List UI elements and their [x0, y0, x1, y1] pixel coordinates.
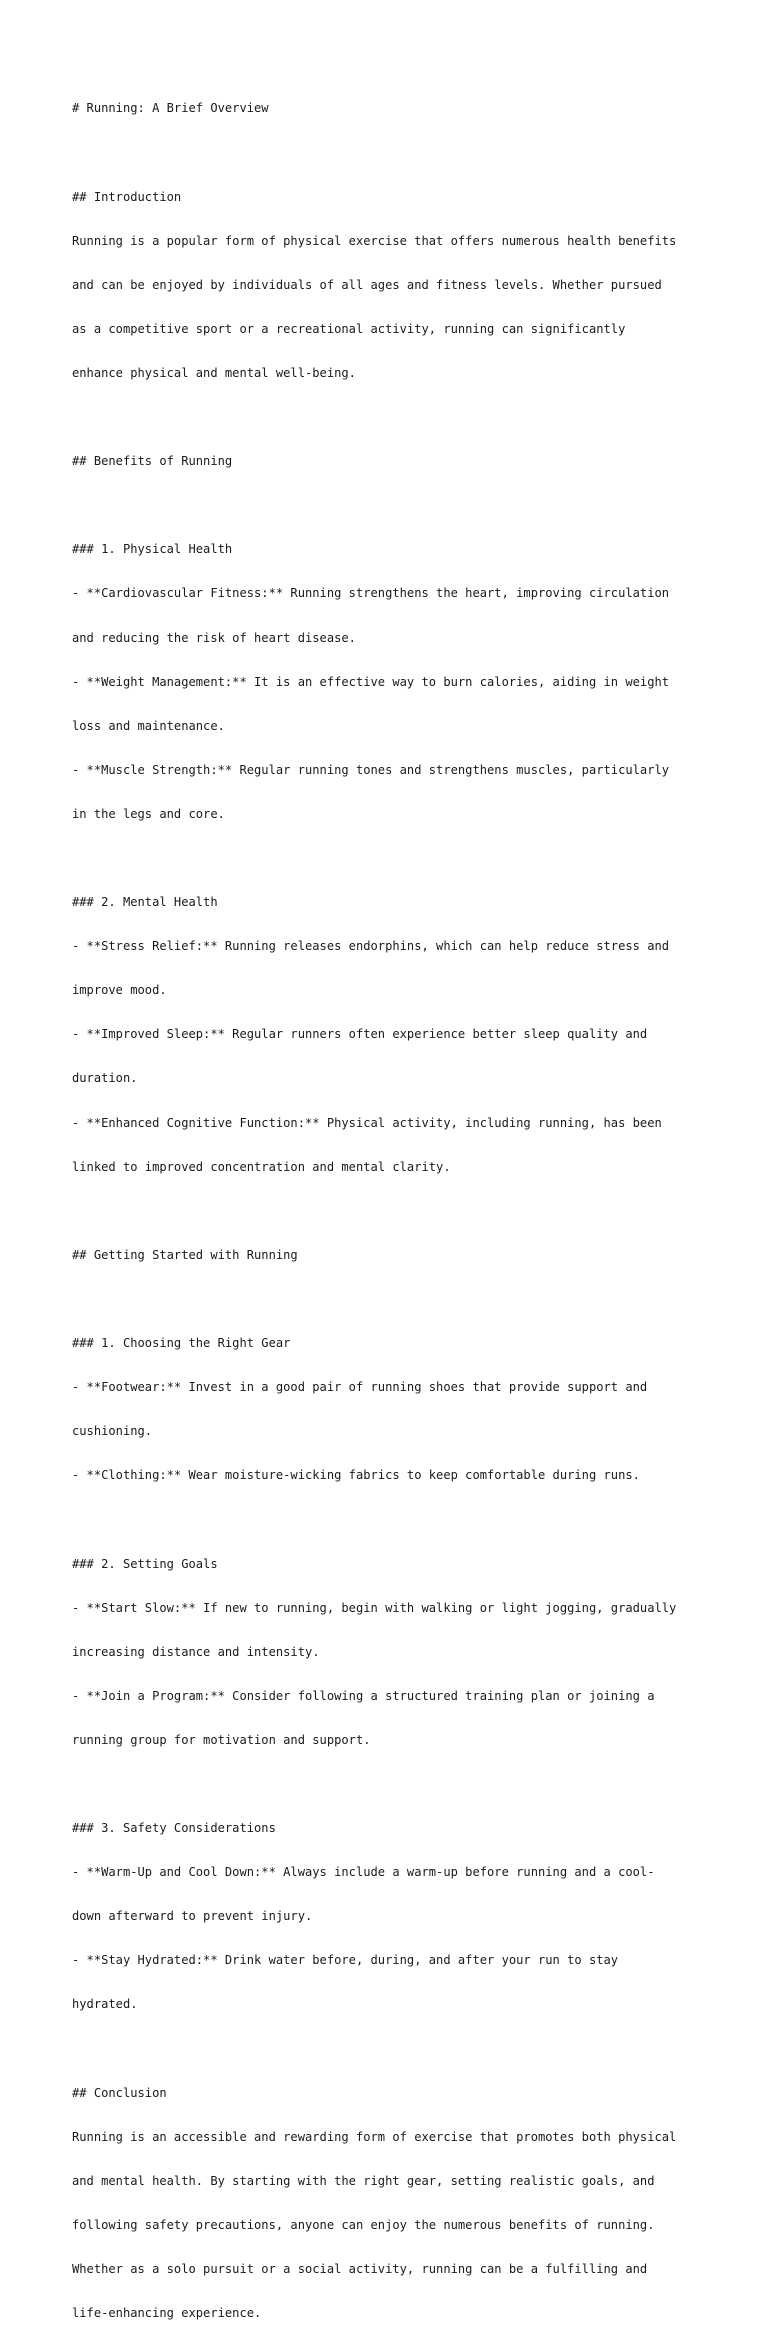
- blank-line: [72, 1512, 702, 1527]
- subheading-mental-health: ### 2. Mental Health: [72, 895, 218, 910]
- subheading-physical-health: ### 1. Physical Health: [72, 542, 233, 557]
- list-item-line: - **Footwear:** Invest in a good pair of running shoes that provide support and: [72, 1380, 648, 1395]
- list-item-line: - **Clothing:** Wear moisture-wicking fabrics to keep comfortable during runs.: [72, 1468, 640, 1483]
- heading-introduction: ## Introduction: [72, 189, 182, 204]
- list-item-line: - **Stress Relief:** Running releases endorphins, which can help reduce stress and: [72, 939, 670, 954]
- list-item-line: - **Stay Hydrated:** Drink water before, during, and after your run to stay: [72, 1953, 619, 1968]
- blank-line: [72, 1292, 702, 1307]
- blank-line: [72, 1777, 702, 1792]
- list-item-line: - **Weight Management:** It is an effective way to burn calories, aiding in weight: [72, 674, 670, 689]
- blank-line: [72, 851, 702, 866]
- blank-line: [72, 1204, 702, 1219]
- list-item-line: and reducing the risk of heart disease.: [72, 630, 356, 645]
- list-item-line: in the legs and core.: [72, 806, 225, 821]
- conclusion-line: Running is an accessible and rewarding form of exercise that promotes both physical: [72, 2129, 677, 2144]
- subheading-gear: ### 1. Choosing the Right Gear: [72, 1336, 291, 1351]
- list-item-line: - **Start Slow:** If new to running, begin with walking or light jogging, gradually: [72, 1600, 677, 1615]
- list-item-line: - **Warm-Up and Cool Down:** Always include a warm-up before running and a cool-: [72, 1865, 655, 1880]
- list-item-line: linked to improved concentration and mental clarity.: [72, 1159, 451, 1174]
- subheading-safety: ### 3. Safety Considerations: [72, 1821, 276, 1836]
- list-item-line: running group for motivation and support.: [72, 1732, 371, 1747]
- heading-getting-started: ## Getting Started with Running: [72, 1247, 298, 1262]
- document-text: [72, 72, 702, 2350]
- conclusion-line: life-enhancing experience.: [72, 2306, 262, 2321]
- conclusion-line: following safety precautions, anyone can enjoy the numerous benefits of running.: [72, 2217, 655, 2232]
- doc-title: # Running: A Brief Overview: [72, 101, 269, 116]
- intro-line: Running is a popular form of physical exercise that offers numerous health benefits: [72, 233, 677, 248]
- intro-line: enhance physical and mental well-being.: [72, 365, 356, 380]
- list-item-line: hydrated.: [72, 1997, 138, 2012]
- list-item-line: duration.: [72, 1071, 138, 1086]
- intro-line: and can be enjoyed by individuals of all ages and fitness levels. Whether pursued: [72, 277, 662, 292]
- blank-line: [72, 2042, 702, 2057]
- list-item-line: increasing distance and intensity.: [72, 1644, 320, 1659]
- list-item-line: down afterward to prevent injury.: [72, 1909, 313, 1924]
- list-item-line: - **Cardiovascular Fitness:** Running strengthens the heart, improving circulation: [72, 586, 670, 601]
- list-item-line: - **Enhanced Cognitive Function:** Physical activity, including running, has been: [72, 1115, 662, 1130]
- list-item-line: - **Muscle Strength:** Regular running tones and strengthens muscles, particularly: [72, 762, 670, 777]
- subheading-goals: ### 2. Setting Goals: [72, 1556, 218, 1571]
- conclusion-line: and mental health. By starting with the right gear, setting realistic goals, and: [72, 2173, 655, 2188]
- list-item-line: cushioning.: [72, 1424, 153, 1439]
- list-item-line: - **Improved Sleep:** Regular runners often experience better sleep quality and: [72, 1027, 648, 1042]
- list-item-line: - **Join a Program:** Consider following a structured training plan or joining a: [72, 1688, 655, 1703]
- blank-line: [72, 146, 702, 161]
- intro-line: as a competitive sport or a recreational activity, running can significantly: [72, 321, 626, 336]
- list-item-line: improve mood.: [72, 983, 167, 998]
- blank-line: [72, 410, 702, 425]
- heading-benefits: ## Benefits of Running: [72, 454, 233, 469]
- blank-line: [72, 498, 702, 513]
- conclusion-line: Whether as a solo pursuit or a social activity, running can be a fulfilling and: [72, 2262, 648, 2276]
- list-item-line: loss and maintenance.: [72, 718, 225, 733]
- heading-conclusion: ## Conclusion: [72, 2085, 167, 2100]
